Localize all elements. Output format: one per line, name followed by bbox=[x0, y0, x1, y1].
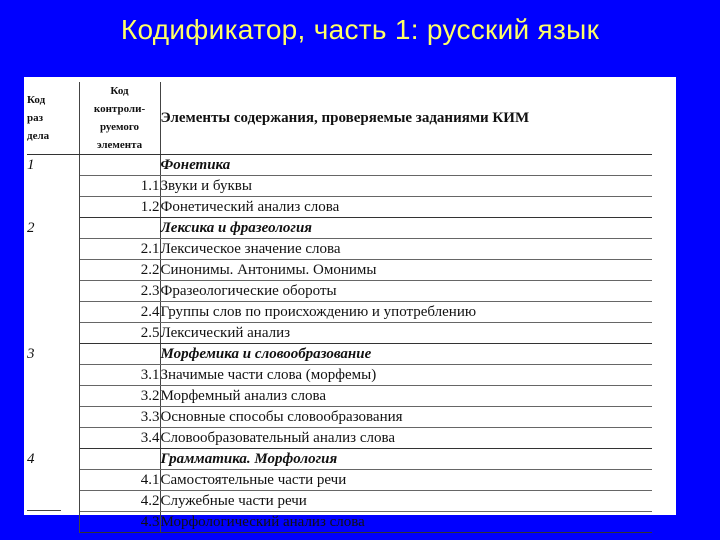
element-row bbox=[27, 260, 652, 281]
table-header-row bbox=[27, 82, 652, 155]
element-code: 3.4 bbox=[79, 428, 160, 449]
section-title: Фонетика bbox=[160, 155, 652, 176]
element-row bbox=[27, 323, 652, 344]
codifier-table bbox=[27, 82, 652, 533]
element-name: Лексический анализ bbox=[160, 323, 652, 344]
element-name: Группы слов по происхождению и употреблению bbox=[160, 302, 652, 323]
section-code bbox=[27, 365, 79, 386]
element-row bbox=[27, 176, 652, 197]
element-name: Словообразовательный анализ слова bbox=[160, 428, 652, 449]
element-row bbox=[27, 386, 652, 407]
element-code: 2.2 bbox=[79, 260, 160, 281]
footnote-divider bbox=[27, 510, 61, 511]
element-code: 3.3 bbox=[79, 407, 160, 428]
section-code bbox=[27, 512, 79, 533]
element-code: 1.2 bbox=[79, 197, 160, 218]
element-code: 1.1 bbox=[79, 176, 160, 197]
section-title: Грамматика. Морфология bbox=[160, 449, 652, 470]
element-name: Морфологический анализ слова bbox=[160, 512, 652, 533]
element-row bbox=[27, 281, 652, 302]
element-name: Фразеологические обороты bbox=[160, 281, 652, 302]
element-code bbox=[79, 449, 160, 470]
element-name: Лексическое значение слова bbox=[160, 239, 652, 260]
element-name: Значимые части слова (морфемы) bbox=[160, 365, 652, 386]
section-code: 4 bbox=[27, 449, 79, 470]
element-code: 3.2 bbox=[79, 386, 160, 407]
codifier-body bbox=[27, 155, 652, 533]
section-code bbox=[27, 281, 79, 302]
section-row bbox=[27, 344, 652, 365]
element-row bbox=[27, 491, 652, 512]
section-row bbox=[27, 218, 652, 239]
element-name: Синонимы. Антонимы. Омонимы bbox=[160, 260, 652, 281]
header-element-code: Код контроли- руемого элемента bbox=[79, 82, 160, 155]
element-code: 2.1 bbox=[79, 239, 160, 260]
element-name: Морфемный анализ слова bbox=[160, 386, 652, 407]
element-row bbox=[27, 428, 652, 449]
element-code bbox=[79, 155, 160, 176]
section-code: 3 bbox=[27, 344, 79, 365]
element-name: Основные способы словообразования bbox=[160, 407, 652, 428]
section-code bbox=[27, 386, 79, 407]
section-code: 1 bbox=[27, 155, 79, 176]
section-row bbox=[27, 155, 652, 176]
element-row bbox=[27, 407, 652, 428]
section-code bbox=[27, 260, 79, 281]
section-code bbox=[27, 239, 79, 260]
section-code bbox=[27, 407, 79, 428]
header-content: Элементы содержания, проверяемые заданиями КИМ bbox=[160, 82, 652, 155]
element-code: 4.1 bbox=[79, 470, 160, 491]
element-code: 3.1 bbox=[79, 365, 160, 386]
section-code bbox=[27, 491, 79, 512]
element-name: Звуки и буквы bbox=[160, 176, 652, 197]
slide-title: Кодификатор, часть 1: русский язык bbox=[120, 14, 600, 45]
element-code: 2.4 bbox=[79, 302, 160, 323]
section-code bbox=[27, 197, 79, 218]
element-row bbox=[27, 302, 652, 323]
element-row bbox=[27, 365, 652, 386]
element-name: Служебные части речи bbox=[160, 491, 652, 512]
element-row bbox=[27, 239, 652, 260]
section-code bbox=[27, 176, 79, 197]
section-code bbox=[27, 302, 79, 323]
element-code: 4.2 bbox=[79, 491, 160, 512]
section-code bbox=[27, 323, 79, 344]
section-title: Морфемика и словообразование bbox=[160, 344, 652, 365]
element-code: 2.3 bbox=[79, 281, 160, 302]
element-code: 4.3 bbox=[79, 512, 160, 533]
element-code: 2.5 bbox=[79, 323, 160, 344]
section-title: Лексика и фразеология bbox=[160, 218, 652, 239]
header-section-code: Код раз дела bbox=[27, 82, 79, 155]
section-code bbox=[27, 470, 79, 491]
section-code: 2 bbox=[27, 218, 79, 239]
element-row bbox=[27, 512, 652, 533]
element-name: Самостоятельные части речи bbox=[160, 470, 652, 491]
section-code bbox=[27, 428, 79, 449]
element-row bbox=[27, 197, 652, 218]
codifier-sheet bbox=[24, 77, 676, 530]
section-row bbox=[27, 449, 652, 470]
element-code bbox=[79, 344, 160, 365]
element-code bbox=[79, 218, 160, 239]
element-name: Фонетический анализ слова bbox=[160, 197, 652, 218]
element-row bbox=[27, 470, 652, 491]
